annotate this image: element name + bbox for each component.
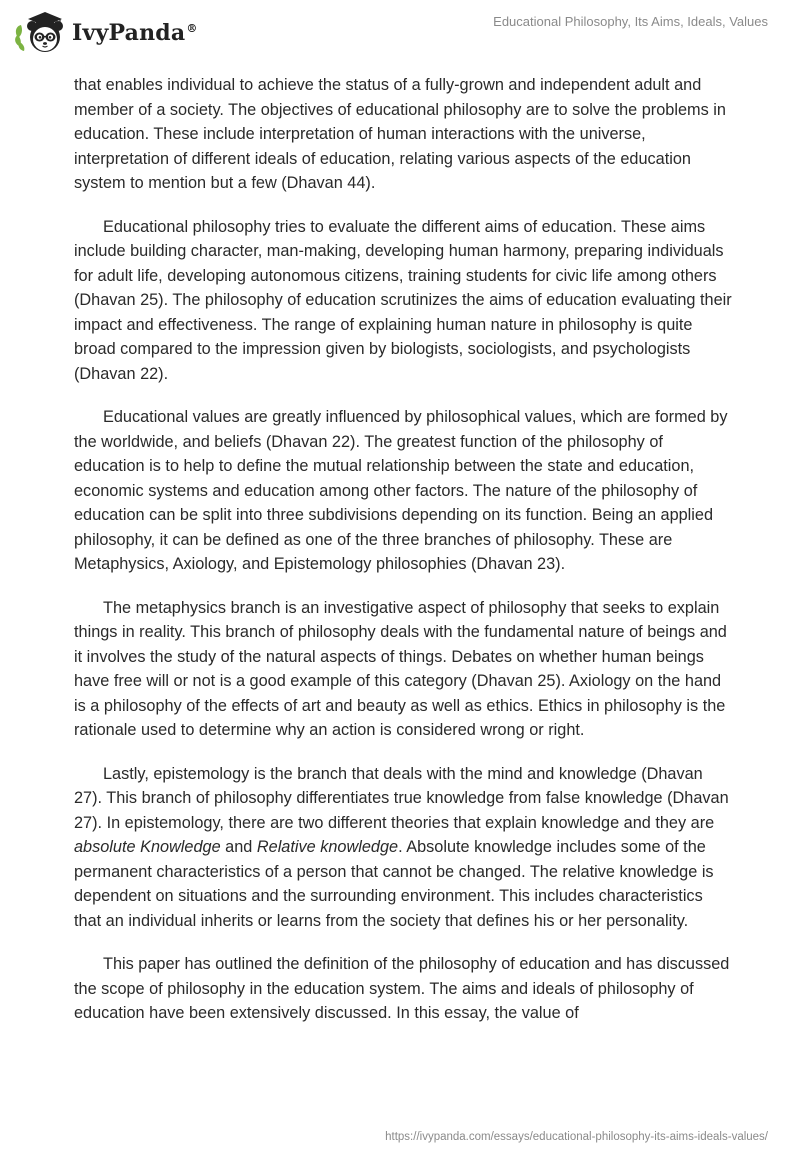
logo-text: IvyPanda bbox=[72, 20, 186, 46]
term-absolute-knowledge: absolute Knowledge bbox=[74, 838, 221, 856]
paragraph-3: Educational values are greatly influenced by philosophical values, which are formed by the worldwide, and beliefs (Dhavan 22). The greatest function of the philosophy of education is to help to define the mutual relationship between the state and education, economic systems and education among other factors. The nature of the philosophy of education can be split into three subdivisions depending on its function. Being an applied philosophy, it can be defined as one of the three branches of philosophy. These are Metaphysics, Axiology, and Epistemology philosophies (Dhavan 23). bbox=[74, 408, 728, 573]
paragraph-5 bbox=[74, 762, 734, 934]
paragraph-2: Educational philosophy tries to evaluate the different aims of education. These aims include building character, man-making, developing human harmony, preparing individuals for adult life, developing autonomous citizens, training students for civic life among others (Dhavan 25). The philosophy of education scrutinizes the aims of education evaluating their impact and effectiveness. The range of explaining human nature in philosophy is quite broad compared to the impression given by biologists, sociologists, and psychologists (Dhavan 22). bbox=[74, 217, 732, 383]
registered-mark: ® bbox=[186, 21, 198, 35]
term-relative-knowledge: Relative knowledge bbox=[256, 838, 399, 856]
document-title: Educational Philosophy, Its Aims, Ideals, Values bbox=[493, 14, 768, 29]
source-url[interactable]: https://ivypanda.com/essays/educational-philosophy-its-aims-ideals-values/ bbox=[385, 1131, 768, 1143]
paragraph-4: The metaphysics branch is an investigative aspect of philosophy that seeks to explain things in reality. This branch of philosophy deals with the fundamental nature of beings and it involves the study of the natural aspects of things. Debates on whether human beings have free will or not is a good example of this category (Dhavan 25). Axiology on the hand is a philosophy of the effects of art and beauty as well as ethics. Ethics in philosophy is the rationale used to determine why an action is considered wrong or right. bbox=[74, 598, 727, 739]
paragraph-6: This paper has outlined the definition of the philosophy of education and has discussed the scope of philosophy in the education system. The aims and ideals of philosophy of education have been extensively discussed. In this essay, the value of bbox=[74, 955, 730, 1022]
ivypanda-logo[interactable] bbox=[14, 8, 198, 58]
logo-wordmark bbox=[72, 20, 198, 46]
panda-graduate-logo-icon bbox=[14, 8, 70, 58]
page-header bbox=[0, 0, 800, 64]
essay-body bbox=[74, 73, 734, 1045]
paragraph-1: that enables individual to achieve the status of a fully-grown and independent adult and member of a society. The objectives of educational philosophy are to solve the problems in education. These include interpretation of human interactions with the universe, interpretation of different ideals of education, relating various aspects of the education system to mention but a few (Dhavan 44). bbox=[74, 76, 726, 192]
paragraph-5-text-mid: and bbox=[220, 838, 257, 856]
paragraph-5-text-after: . Absolute knowledge includes some of the permanent characteristics of a person that cannot be changed. The relative knowledge is dependent on situations and the surrounding environment. This includes characteristics that an individual inherits or learns from the society that defines his or her personality. bbox=[74, 838, 714, 930]
paragraph-5-text-before: Lastly, epistemology is the branch that deals with the mind and knowledge (Dhavan 27). This branch of philosophy differentiates true knowledge from false knowledge (Dhavan 27). In epistemology, there are two different theories that explain knowledge and they are bbox=[74, 764, 729, 832]
